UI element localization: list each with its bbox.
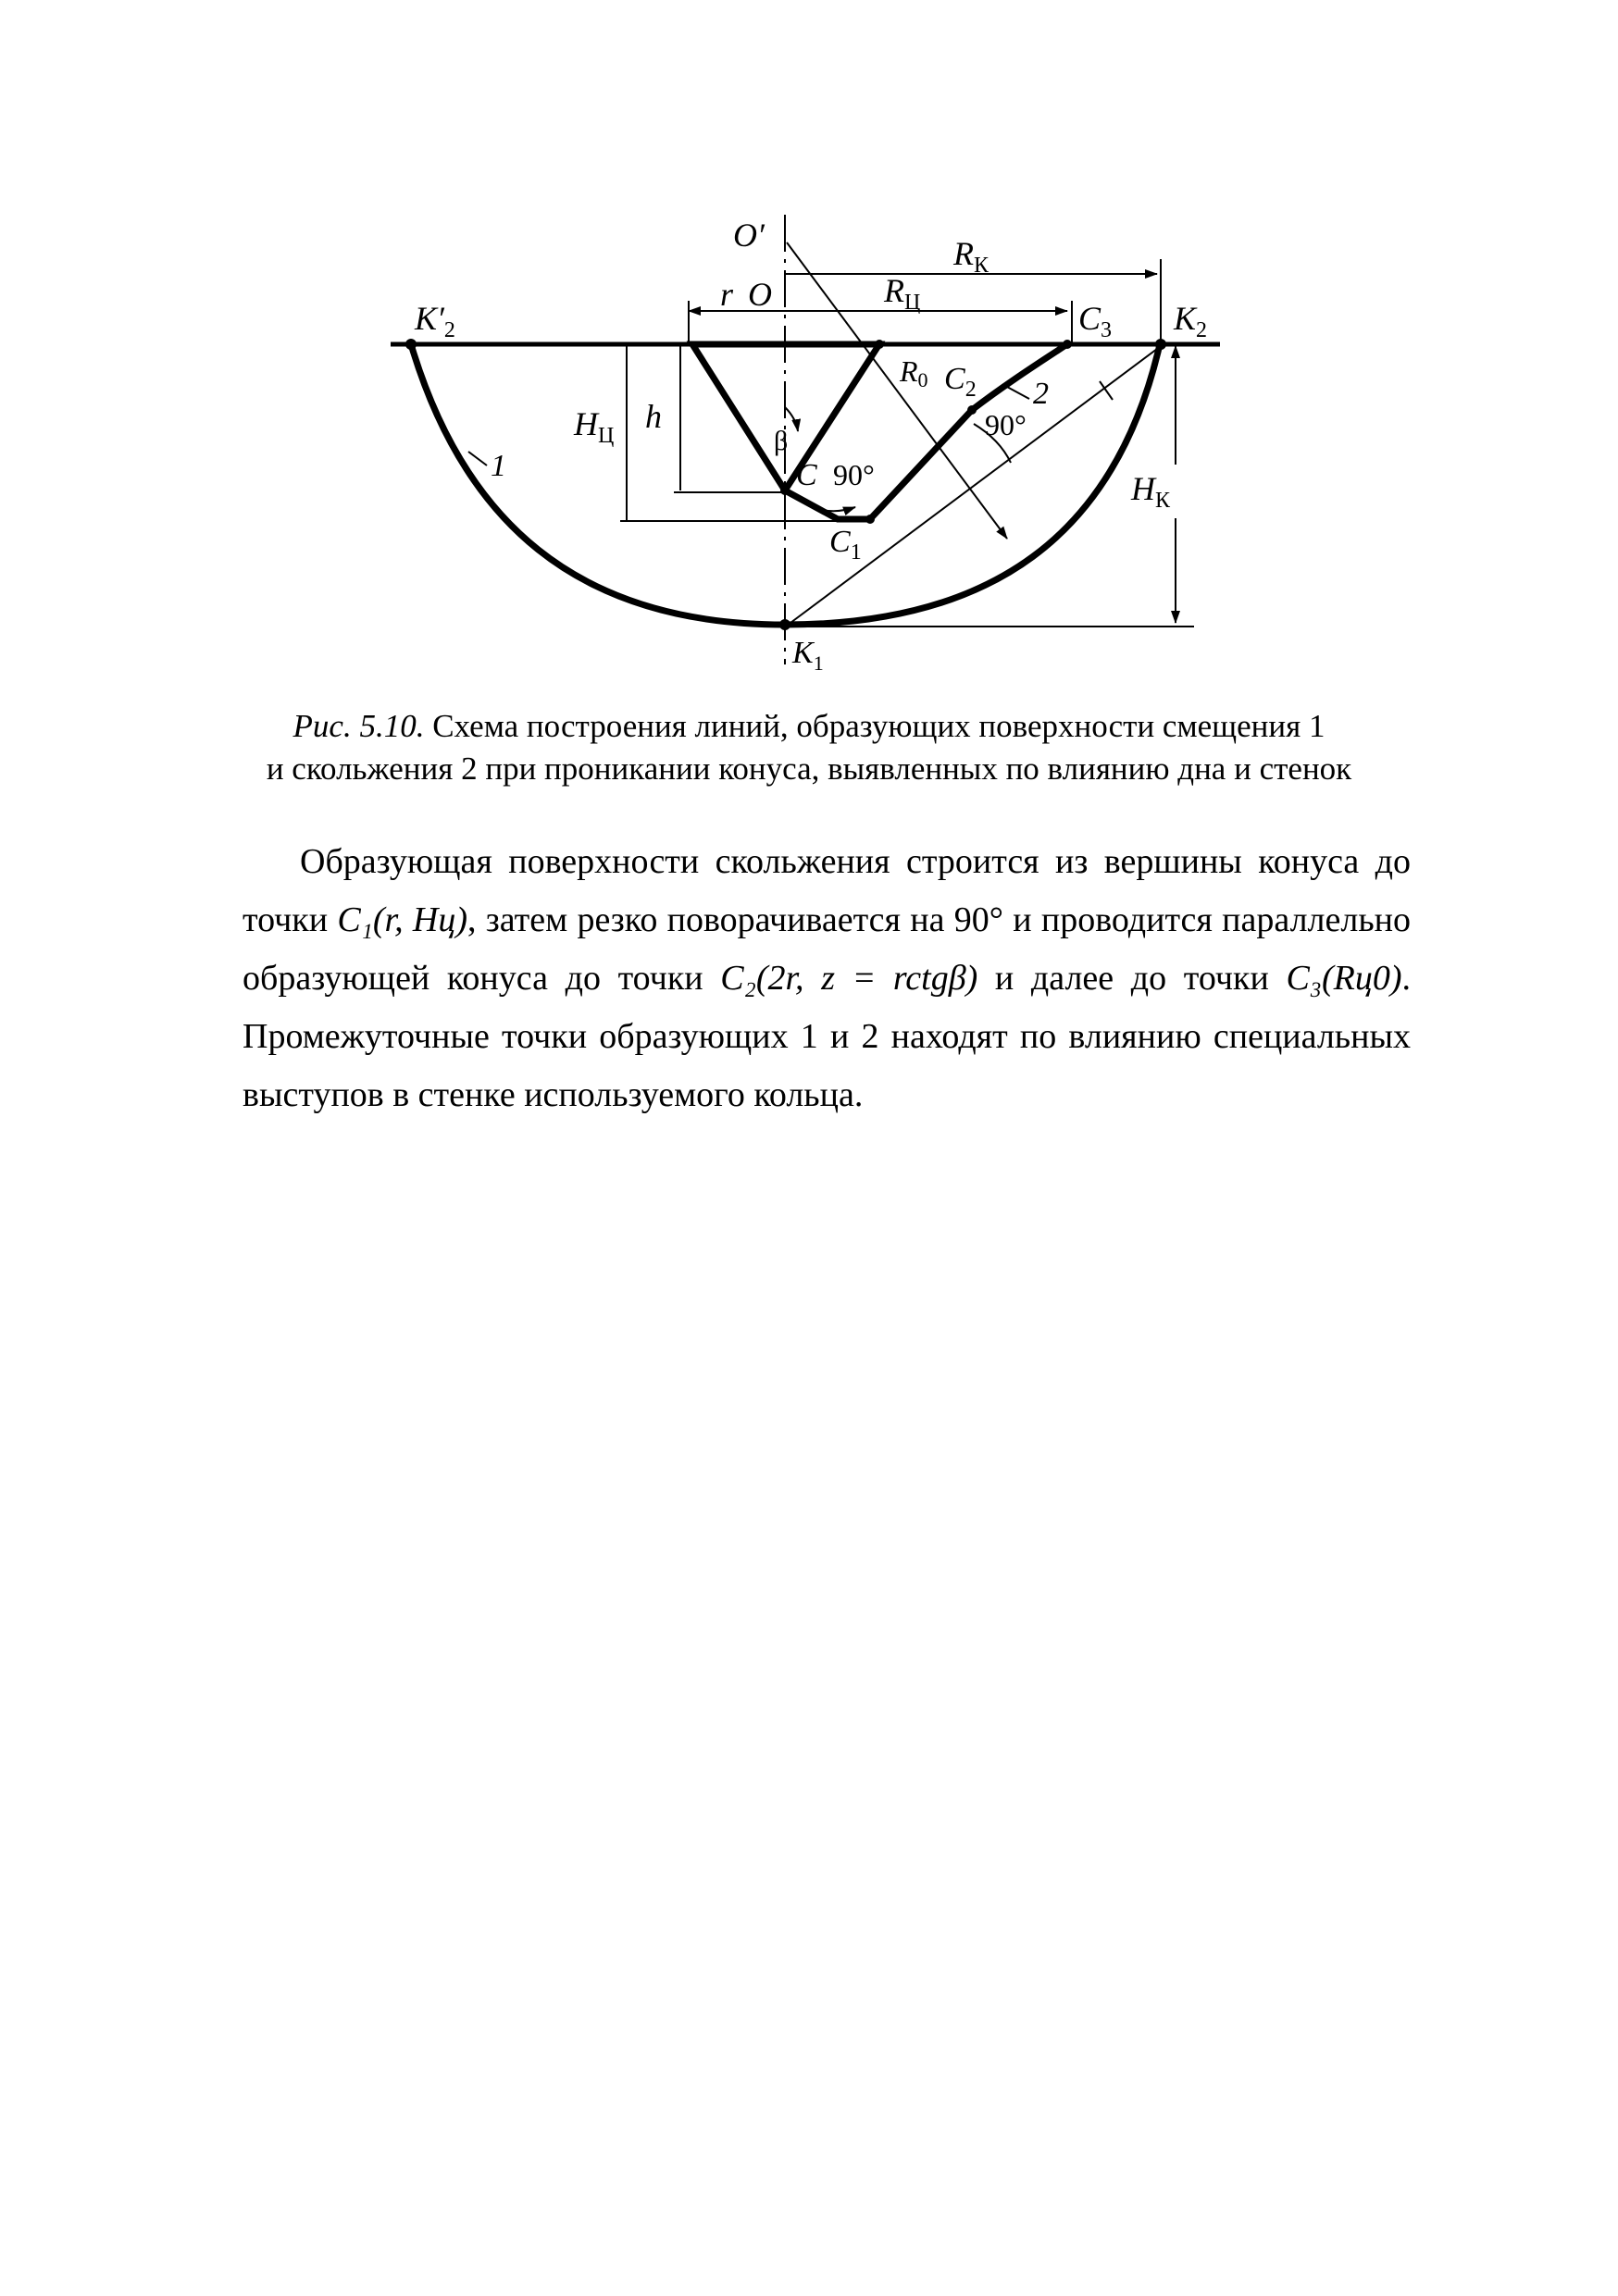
point-c1 xyxy=(865,515,875,524)
paragraph-part-2: , затем резко поворачивается на 90° и проводится параллельно образующей конуса до точки xyxy=(243,900,1411,998)
label-o: O xyxy=(748,276,772,313)
point-r0 xyxy=(875,340,884,349)
body-paragraph xyxy=(243,833,1411,1124)
label-k2: $K_2$ xyxy=(1174,300,1208,342)
formula-c1: C₁(r, Hц) xyxy=(337,900,467,939)
point-k2p xyxy=(405,339,417,350)
paragraph xyxy=(243,833,1411,1124)
label-k2-prime: $K'_2$ xyxy=(415,300,455,342)
label-o-prime: O′ xyxy=(733,217,765,254)
leader-curve-1 xyxy=(468,452,487,465)
caption-line-1 xyxy=(185,705,1433,748)
formula-c2: C₂(2r, z = rctgβ) xyxy=(720,959,978,998)
point-k1 xyxy=(779,619,790,630)
label-h: h xyxy=(645,398,662,435)
paragraph-part-3: и далее до точки xyxy=(977,959,1287,998)
paragraph-part-4: . Промежуточные точки образующих 1 и 2 находят по влиянию специальных выступов в стенке используемого кольца. xyxy=(243,959,1412,1114)
figure-5-10-diagram xyxy=(0,0,1618,703)
label-hc: $H_Ц$ xyxy=(574,405,615,448)
label-r: r xyxy=(720,276,734,313)
label-rc: $R_Ц$ xyxy=(884,272,921,315)
caption-line-2: и скольжения 2 при проникании конуса, выявленных по влиянию дна и стенок xyxy=(266,751,1352,787)
point-c2 xyxy=(967,405,977,415)
label-c1: $C_1$ xyxy=(829,525,862,565)
label-c3: $C_3$ xyxy=(1078,300,1113,342)
label-k1: $K_1$ xyxy=(792,636,824,675)
label-curve-1: 1 xyxy=(491,449,506,483)
label-r0: R0 xyxy=(900,354,928,391)
point-c xyxy=(780,486,790,495)
figure-caption xyxy=(185,705,1433,790)
point-c3 xyxy=(1063,340,1072,349)
paragraph-part-1: Образующая поверхности скольжения строится из вершины конуса до точки xyxy=(243,842,1411,939)
caption-line-1-text: Схема построения линий, образующих поверхности смещения 1 xyxy=(432,708,1326,744)
label-angle-upper: 90° xyxy=(985,408,1027,441)
formula-c3: C₃(Rц0) xyxy=(1286,959,1402,998)
label-angle-lower: 90° xyxy=(833,458,875,491)
label-curve-2: 2 xyxy=(1033,377,1049,411)
label-beta: β xyxy=(774,426,789,456)
label-c2: $C_2$ xyxy=(944,362,977,402)
caption-lead: Рис. 5.10. xyxy=(292,708,425,744)
label-c: C xyxy=(796,458,817,492)
leader-curve-2 xyxy=(1007,387,1029,399)
label-hk: $H_К$ xyxy=(1131,470,1171,513)
label-rk: $R_К$ xyxy=(953,235,989,278)
point-k2 xyxy=(1155,339,1166,350)
